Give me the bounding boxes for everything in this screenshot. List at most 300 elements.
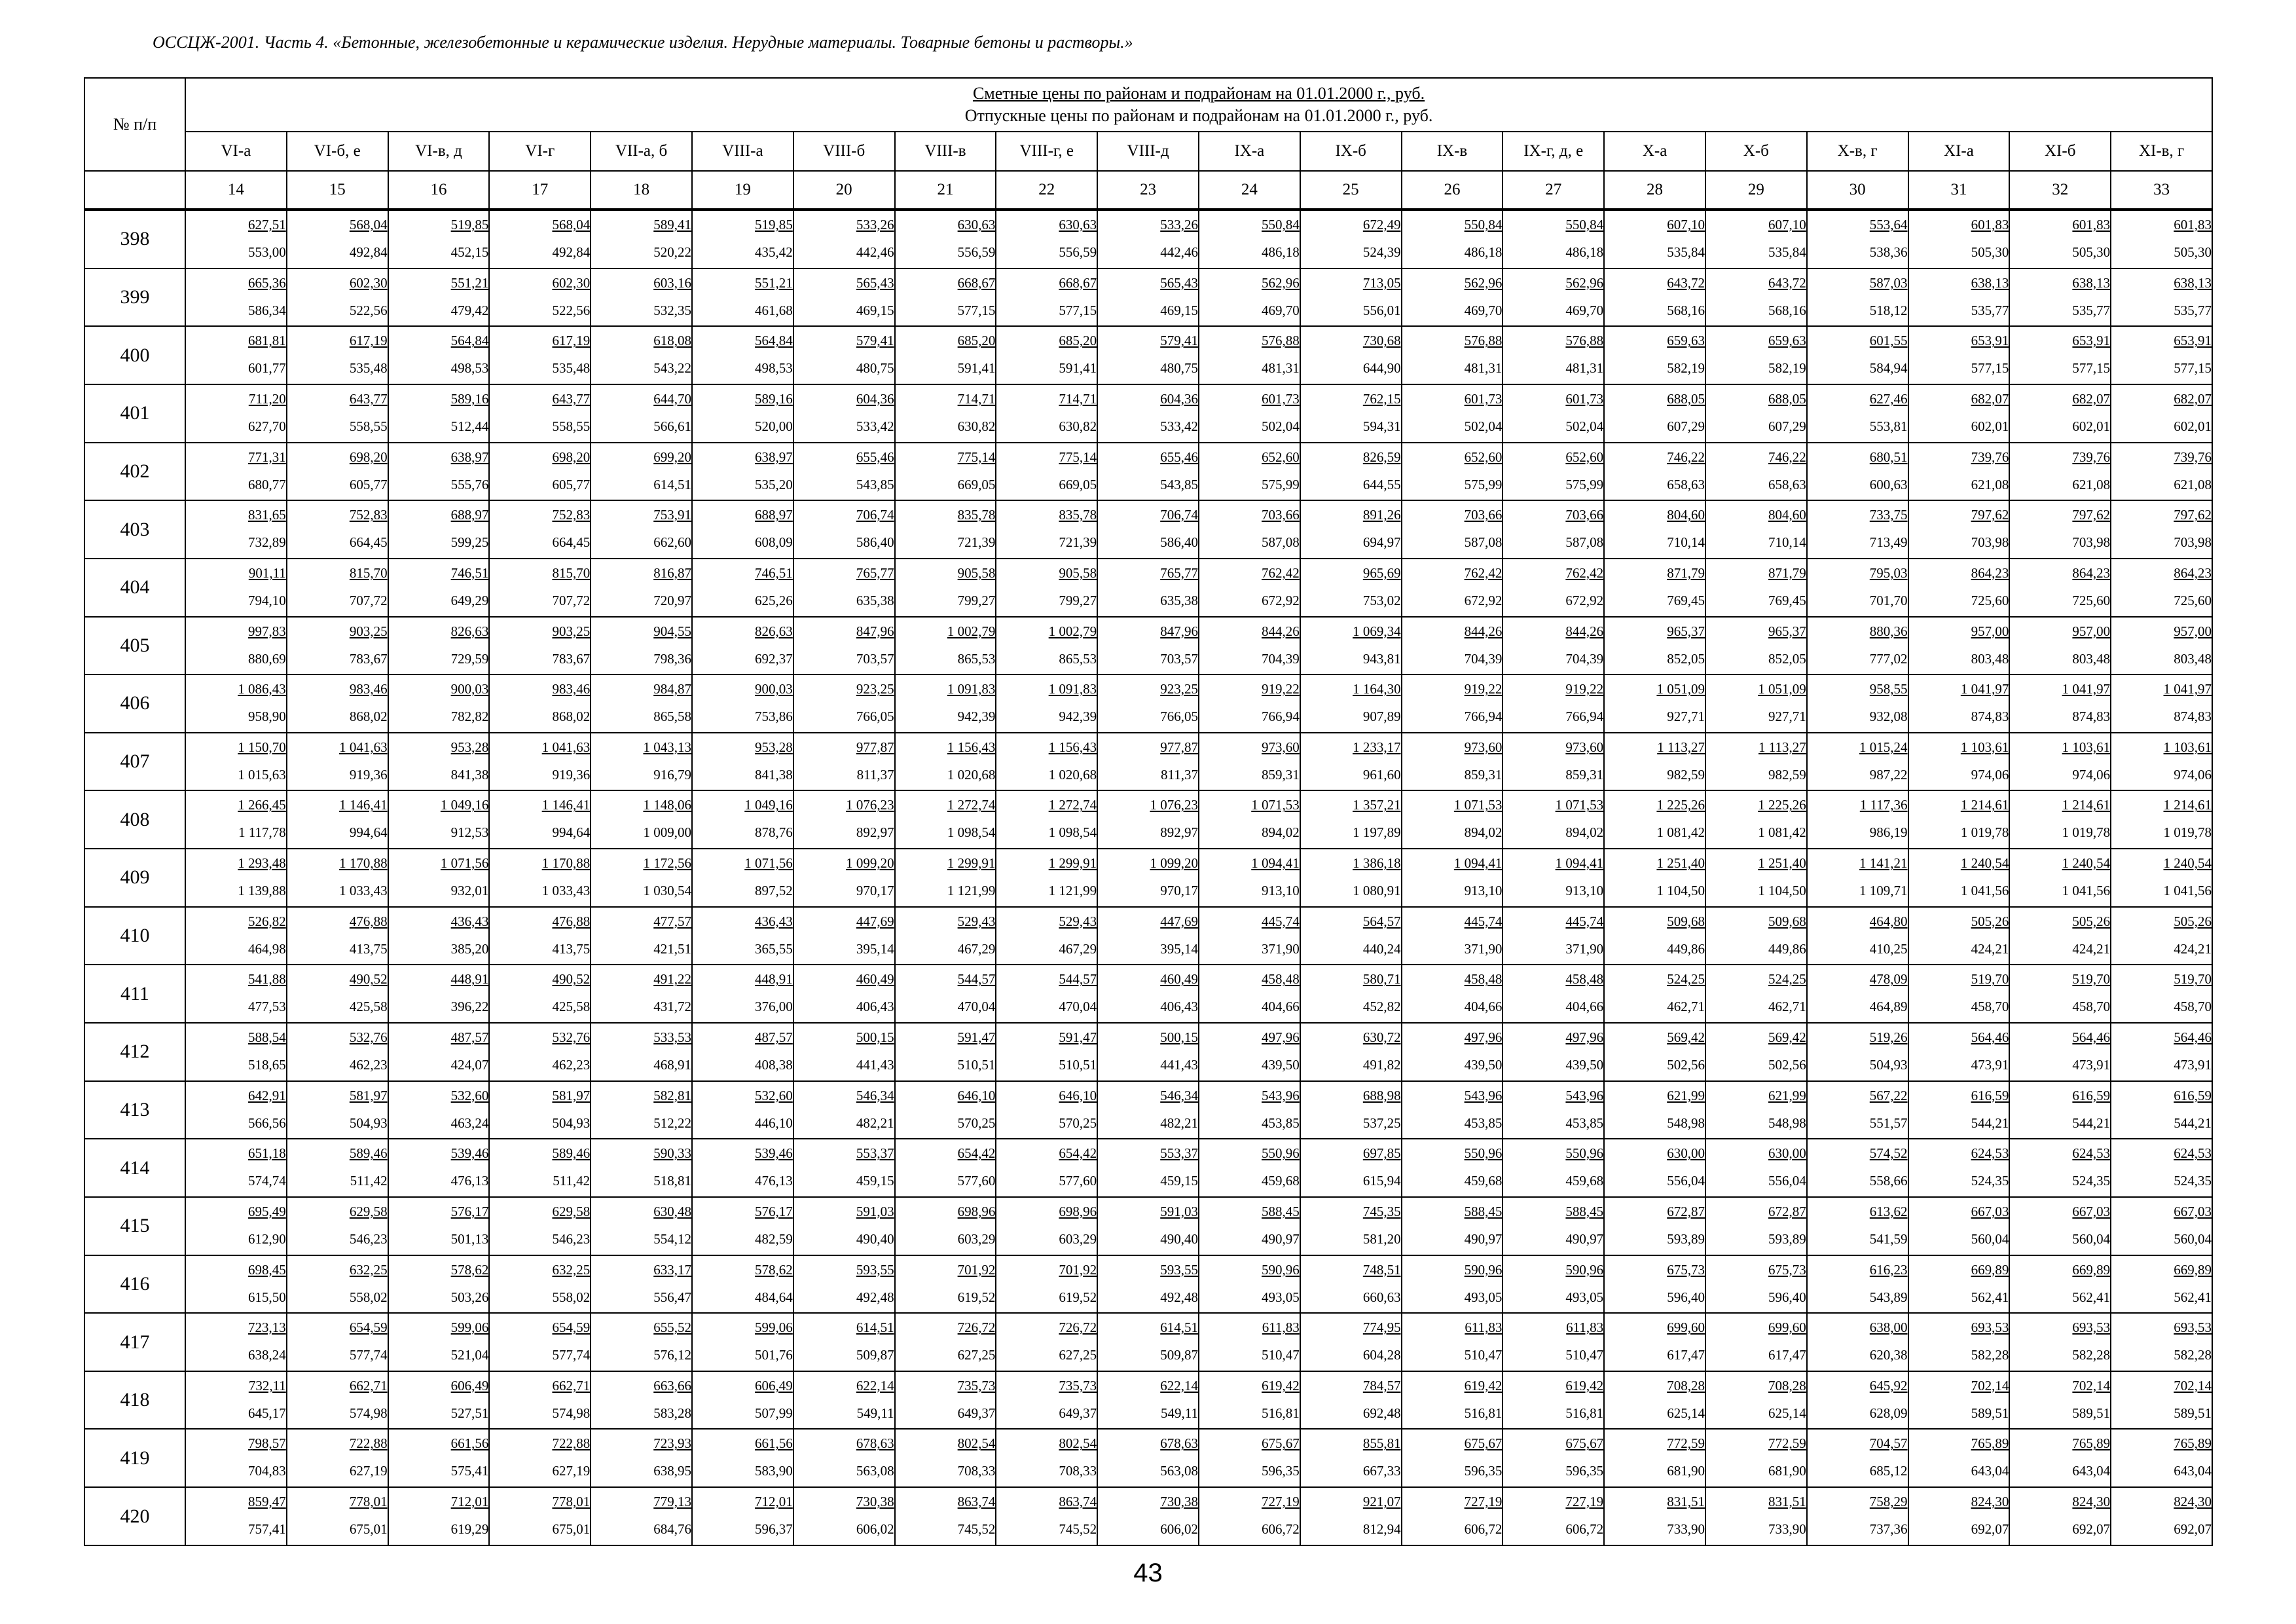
- selling-price: 574,74: [248, 1173, 286, 1189]
- estimated-price: 550,84: [1565, 217, 1604, 232]
- row-number: 417: [84, 1313, 185, 1371]
- table-row: [84, 1139, 2212, 1197]
- selling-price: 766,94: [1565, 709, 1604, 725]
- price-cell: [388, 849, 490, 907]
- price-cell: [1908, 733, 2010, 791]
- selling-price: 484,64: [755, 1289, 793, 1305]
- price-cell: [1604, 849, 1705, 907]
- price-cell: [1503, 1255, 1604, 1314]
- estimated-price: 919,22: [1565, 681, 1604, 697]
- selling-price: 502,04: [1565, 418, 1604, 434]
- estimated-price: 587,03: [1869, 274, 1908, 291]
- estimated-price: 601,73: [1464, 390, 1503, 407]
- price-cell: [1097, 1139, 1199, 1197]
- selling-price: 868,02: [349, 709, 388, 725]
- price-cell: [1705, 1487, 1807, 1545]
- selling-price: 694,97: [1362, 534, 1401, 551]
- selling-price: 491,82: [1362, 1057, 1401, 1073]
- price-cell: [2009, 965, 2111, 1023]
- selling-price: 502,04: [1464, 418, 1503, 434]
- selling-price: 606,72: [1565, 1521, 1604, 1538]
- selling-price: 932,08: [1869, 709, 1908, 725]
- price-cell: [692, 1139, 793, 1197]
- selling-price: 462,23: [349, 1057, 388, 1073]
- price-cell: [1097, 443, 1199, 501]
- price-cell: [895, 443, 996, 501]
- selling-price: 492,84: [349, 244, 388, 260]
- price-cell: [185, 268, 287, 327]
- selling-price: 518,12: [1869, 302, 1908, 318]
- district-header: VII-а, б: [591, 132, 692, 171]
- price-cell: [1300, 210, 1402, 268]
- price-cell: [793, 384, 895, 443]
- estimated-price: 619,42: [1464, 1377, 1503, 1393]
- selling-price: 798,36: [653, 650, 691, 667]
- estimated-price: 847,96: [1160, 623, 1198, 639]
- district-header: VIII-д: [1097, 132, 1199, 171]
- estimated-price: 762,42: [1464, 564, 1503, 581]
- selling-price: 603,29: [1059, 1230, 1097, 1247]
- row-number: 413: [84, 1081, 185, 1139]
- price-cell: [185, 1255, 287, 1314]
- estimated-price: 569,42: [1667, 1029, 1705, 1045]
- selling-price: 376,00: [755, 999, 793, 1015]
- estimated-price: 723,93: [653, 1435, 691, 1452]
- price-cell: [2111, 1429, 2212, 1487]
- price-cell: [1199, 790, 1300, 849]
- estimated-price: 579,41: [856, 333, 894, 349]
- estimated-price: 1 094,41: [1251, 855, 1300, 872]
- price-cell: [1097, 1313, 1199, 1371]
- table-row: [84, 790, 2212, 849]
- price-cell: [287, 733, 388, 791]
- price-cell: [1807, 1313, 1908, 1371]
- column-number: 19: [692, 171, 793, 210]
- selling-price: 490,40: [856, 1230, 894, 1247]
- price-cell: [1503, 617, 1604, 675]
- price-cell: [1807, 210, 1908, 268]
- selling-price: 503,26: [450, 1289, 489, 1305]
- district-header: VI-г: [489, 132, 591, 171]
- price-cell: [1908, 500, 2010, 559]
- selling-price: 868,02: [552, 709, 591, 725]
- selling-price: 913,10: [1464, 883, 1503, 899]
- price-cell: [1300, 384, 1402, 443]
- estimated-price: 602,30: [552, 274, 591, 291]
- selling-price: 509,87: [1160, 1347, 1198, 1363]
- price-cell: [1503, 733, 1604, 791]
- selling-price: 865,58: [653, 709, 691, 725]
- estimated-price: 616,59: [2072, 1087, 2111, 1103]
- selling-price: 583,90: [755, 1463, 793, 1479]
- price-cell: [591, 849, 692, 907]
- estimated-price: 621,99: [1768, 1087, 1806, 1103]
- selling-price: 566,61: [653, 418, 691, 434]
- price-cell: [1908, 1371, 2010, 1430]
- estimated-price: 774,95: [1362, 1320, 1401, 1336]
- estimated-price: 630,00: [1667, 1145, 1705, 1162]
- estimated-price: 706,74: [856, 507, 894, 523]
- selling-price: 907,89: [1362, 709, 1401, 725]
- selling-price: 782,82: [450, 709, 489, 725]
- estimated-price: 1 069,34: [1353, 623, 1401, 639]
- estimated-price: 1 002,79: [947, 623, 996, 639]
- estimated-price: 550,96: [1565, 1145, 1604, 1162]
- estimated-price: 698,20: [552, 449, 591, 465]
- selling-price: 974,06: [1971, 766, 2009, 783]
- estimated-price: 436,43: [450, 913, 489, 929]
- district-header: XI-б: [2009, 132, 2111, 171]
- price-cell: [1908, 1313, 2010, 1371]
- price-cell: [287, 1487, 388, 1545]
- price-cell: [591, 384, 692, 443]
- price-cell: [1199, 849, 1300, 907]
- estimated-price: 685,20: [1059, 333, 1097, 349]
- price-cell: [1705, 1255, 1807, 1314]
- estimated-price: 680,51: [1869, 449, 1908, 465]
- price-cell: [489, 733, 591, 791]
- estimated-price: 804,60: [1667, 507, 1705, 523]
- estimated-price: 693,53: [2072, 1320, 2111, 1336]
- price-cell: [2009, 384, 2111, 443]
- selling-price: 753,02: [1362, 592, 1401, 608]
- selling-price: 543,85: [1160, 476, 1198, 492]
- selling-price: 1 041,56: [1960, 883, 2009, 899]
- price-cell: [1807, 907, 1908, 965]
- price-cell: [1097, 617, 1199, 675]
- price-cell: [2009, 326, 2111, 384]
- price-table: [84, 77, 2213, 1546]
- estimated-price: 436,43: [755, 913, 793, 929]
- price-cell: [1199, 907, 1300, 965]
- selling-price: 591,41: [957, 360, 996, 377]
- price-cell: [996, 1313, 1097, 1371]
- estimated-price: 653,91: [1971, 333, 2009, 349]
- estimated-price: 688,05: [1667, 390, 1705, 407]
- selling-price: 476,13: [450, 1173, 489, 1189]
- price-cell: [1908, 907, 2010, 965]
- district-header: VI-а: [185, 132, 287, 171]
- selling-price: 518,65: [248, 1057, 286, 1073]
- selling-price: 660,63: [1362, 1289, 1401, 1305]
- estimated-price: 543,96: [1565, 1087, 1604, 1103]
- estimated-price: 685,20: [957, 333, 996, 349]
- district-header: X-а: [1604, 132, 1705, 171]
- estimated-price: 1 272,74: [1048, 797, 1097, 813]
- selling-price: 1 030,54: [643, 883, 691, 899]
- estimated-price: 871,79: [1667, 564, 1705, 581]
- selling-price: 608,09: [755, 534, 793, 551]
- estimated-price: 593,55: [1160, 1261, 1198, 1278]
- estimated-price: 667,03: [1971, 1203, 2009, 1219]
- estimated-price: 958,55: [1869, 681, 1908, 697]
- selling-price: 477,53: [248, 999, 286, 1015]
- estimated-price: 460,49: [856, 971, 894, 987]
- selling-price: 607,29: [1667, 418, 1705, 434]
- selling-price: 562,41: [2174, 1289, 2212, 1305]
- selling-price: 766,05: [856, 709, 894, 725]
- price-cell: [1503, 268, 1604, 327]
- selling-price: 408,38: [755, 1057, 793, 1073]
- estimated-price: 798,57: [248, 1435, 286, 1452]
- selling-price: 593,89: [1768, 1230, 1806, 1247]
- price-cell: [793, 1197, 895, 1255]
- price-cell: [692, 733, 793, 791]
- price-cell: [185, 907, 287, 965]
- estimated-price: 578,62: [450, 1261, 489, 1278]
- selling-price: 481,31: [1565, 360, 1604, 377]
- estimated-price: 606,49: [450, 1377, 489, 1393]
- selling-price: 625,14: [1768, 1405, 1806, 1421]
- estimated-price: 632,25: [552, 1261, 591, 1278]
- price-cell: [1097, 1023, 1199, 1081]
- estimated-price: 464,80: [1869, 913, 1908, 929]
- selling-price: 555,76: [450, 476, 489, 492]
- estimated-price: 565,43: [1160, 274, 1198, 291]
- price-cell: [1503, 500, 1604, 559]
- price-cell: [1097, 674, 1199, 733]
- price-cell: [591, 1255, 692, 1314]
- selling-price: 492,48: [856, 1289, 894, 1305]
- price-cell: [1705, 500, 1807, 559]
- price-cell: [996, 268, 1097, 327]
- selling-price: 803,48: [2174, 650, 2212, 667]
- estimated-price: 1 041,63: [541, 739, 591, 755]
- estimated-price: 619,42: [1262, 1377, 1300, 1393]
- price-cell: [1097, 1371, 1199, 1430]
- estimated-price: 460,49: [1160, 971, 1198, 987]
- estimated-price: 601,73: [1565, 390, 1604, 407]
- selling-price: 703,98: [2072, 534, 2111, 551]
- estimated-price: 688,97: [450, 507, 489, 523]
- estimated-price: 500,15: [1160, 1029, 1198, 1045]
- selling-price: 425,58: [349, 999, 388, 1015]
- selling-price: 586,40: [856, 534, 894, 551]
- column-number: 22: [996, 171, 1097, 210]
- price-cell: [388, 1371, 490, 1430]
- estimated-price: 588,45: [1464, 1203, 1503, 1219]
- table-row: [84, 559, 2212, 617]
- district-header: VIII-г, е: [996, 132, 1097, 171]
- price-cell: [1097, 907, 1199, 965]
- estimated-price: 919,22: [1464, 681, 1503, 697]
- price-cell: [1705, 210, 1807, 268]
- price-cell: [996, 1139, 1097, 1197]
- selling-price: 1 081,42: [1656, 824, 1705, 841]
- column-number: 30: [1807, 171, 1908, 210]
- price-cell: [2111, 965, 2212, 1023]
- estimated-price: 697,85: [1362, 1145, 1401, 1162]
- selling-price: 604,28: [1362, 1347, 1401, 1363]
- selling-price: 406,43: [856, 999, 894, 1015]
- selling-price: 535,77: [2174, 302, 2212, 318]
- price-cell: [489, 1197, 591, 1255]
- selling-price: 479,42: [450, 302, 489, 318]
- price-cell: [692, 1023, 793, 1081]
- estimated-price: 659,63: [1768, 333, 1806, 349]
- header-row-column-numbers: [84, 171, 2212, 210]
- price-cell: [1199, 268, 1300, 327]
- estimated-price: 855,81: [1362, 1435, 1401, 1452]
- price-cell: [1705, 326, 1807, 384]
- estimated-price: 816,87: [653, 564, 691, 581]
- selling-price: 725,60: [1971, 592, 2009, 608]
- price-cell: [1807, 443, 1908, 501]
- estimated-price: 564,46: [1971, 1029, 2009, 1045]
- estimated-price: 519,26: [1869, 1029, 1908, 1045]
- estimated-price: 630,72: [1362, 1029, 1401, 1045]
- estimated-price: 529,43: [1059, 913, 1097, 929]
- price-cell: [388, 443, 490, 501]
- selling-price: 553,81: [1869, 418, 1908, 434]
- selling-price: 874,83: [1971, 709, 2009, 725]
- price-cell: [996, 1429, 1097, 1487]
- table-row: [84, 210, 2212, 268]
- price-cell: [388, 674, 490, 733]
- estimated-price: 669,89: [2174, 1261, 2212, 1278]
- price-cell: [2111, 559, 2212, 617]
- price-cell: [1807, 1023, 1908, 1081]
- estimated-price: 698,96: [957, 1203, 996, 1219]
- selling-price: 522,56: [349, 302, 388, 318]
- estimated-price: 1 214,61: [2062, 797, 2111, 813]
- selling-price: 1 019,78: [2163, 824, 2212, 841]
- estimated-price: 1 170,88: [541, 855, 591, 872]
- price-cell: [287, 849, 388, 907]
- price-cell: [591, 733, 692, 791]
- price-cell: [1807, 733, 1908, 791]
- selling-price: 458,70: [2174, 999, 2212, 1015]
- estimated-price: 652,60: [1464, 449, 1503, 465]
- selling-price: 596,40: [1667, 1289, 1705, 1305]
- selling-price: 425,58: [552, 999, 591, 1015]
- price-cell: [489, 500, 591, 559]
- selling-price: 675,01: [552, 1521, 591, 1538]
- selling-price: 560,04: [1971, 1230, 2009, 1247]
- estimated-price: 675,73: [1667, 1261, 1705, 1278]
- estimated-price: 589,46: [552, 1145, 591, 1162]
- price-cell: [388, 384, 490, 443]
- estimated-price: 1 094,41: [1453, 855, 1503, 872]
- estimated-price: 532,76: [552, 1029, 591, 1045]
- price-cell: [1705, 1371, 1807, 1430]
- selling-price: 692,37: [755, 650, 793, 667]
- selling-price: 441,43: [856, 1057, 894, 1073]
- selling-price: 638,24: [248, 1347, 286, 1363]
- price-cell: [388, 907, 490, 965]
- selling-price: 625,14: [1667, 1405, 1705, 1421]
- price-cell: [489, 1429, 591, 1487]
- price-cell: [1807, 500, 1908, 559]
- estimated-price: 476,88: [552, 913, 591, 929]
- price-cell: [591, 965, 692, 1023]
- selling-price: 467,29: [1059, 940, 1097, 957]
- price-cell: [489, 1081, 591, 1139]
- selling-price: 413,75: [552, 940, 591, 957]
- price-cell: [1705, 559, 1807, 617]
- selling-price: 669,05: [957, 476, 996, 492]
- estimated-price: 695,49: [248, 1203, 286, 1219]
- price-cell: [996, 733, 1097, 791]
- selling-price: 878,76: [755, 824, 793, 841]
- estimated-price: 1 113,27: [1758, 739, 1806, 755]
- selling-price: 621,08: [2072, 476, 2111, 492]
- selling-price: 994,64: [552, 824, 591, 841]
- estimated-price: 1 091,83: [1048, 681, 1097, 697]
- estimated-price: 983,46: [552, 681, 591, 697]
- estimated-price: 797,62: [2174, 507, 2212, 523]
- estimated-price: 659,63: [1667, 333, 1705, 349]
- selling-price: 943,81: [1362, 650, 1401, 667]
- estimated-price: 1 251,40: [1758, 855, 1806, 872]
- header-row-title: [84, 78, 2212, 132]
- selling-price: 1 019,78: [1960, 824, 2009, 841]
- selling-price: 490,97: [1262, 1230, 1300, 1247]
- price-cell: [1402, 559, 1503, 617]
- price-cell: [2009, 617, 2111, 675]
- price-cell: [1705, 1023, 1807, 1081]
- selling-price: 913,10: [1565, 883, 1604, 899]
- price-cell: [1199, 1313, 1300, 1371]
- estimated-price: 643,77: [552, 390, 591, 407]
- row-number: 418: [84, 1371, 185, 1430]
- estimated-price: 539,46: [755, 1145, 793, 1162]
- estimated-price: 708,28: [1768, 1377, 1806, 1393]
- district-header: X-в, г: [1807, 132, 1908, 171]
- estimated-price: 901,11: [248, 564, 286, 581]
- price-cell: [1503, 1371, 1604, 1430]
- selling-price: 469,70: [1464, 302, 1503, 318]
- price-cell: [692, 617, 793, 675]
- estimated-price: 665,36: [248, 274, 286, 291]
- estimated-price: 662,71: [349, 1377, 388, 1393]
- price-cell: [591, 210, 692, 268]
- price-cell: [895, 1371, 996, 1430]
- selling-price: 707,72: [349, 592, 388, 608]
- estimated-price: 675,67: [1464, 1435, 1503, 1452]
- selling-price: 469,15: [1160, 302, 1198, 318]
- selling-price: 556,47: [653, 1289, 691, 1305]
- estimated-price: 758,29: [1869, 1494, 1908, 1510]
- price-cell: [793, 1429, 895, 1487]
- selling-price: 606,72: [1262, 1521, 1300, 1538]
- selling-price: 799,27: [1059, 592, 1097, 608]
- selling-price: 544,21: [1971, 1115, 2009, 1131]
- estimated-price: 957,00: [2174, 623, 2212, 639]
- price-cell: [1300, 1487, 1402, 1545]
- selling-price: 603,29: [957, 1230, 996, 1247]
- estimated-price: 519,70: [2174, 971, 2212, 987]
- estimated-price: 519,85: [755, 217, 793, 232]
- estimated-price: 880,36: [1869, 623, 1908, 639]
- row-number: 402: [84, 443, 185, 501]
- selling-price: 510,51: [1059, 1057, 1097, 1073]
- selling-price: 811,37: [856, 766, 894, 783]
- price-cell: [591, 790, 692, 849]
- price-cell: [1807, 1081, 1908, 1139]
- estimated-price: 722,88: [552, 1435, 591, 1452]
- estimated-price: 863,74: [1059, 1494, 1097, 1510]
- selling-price: 638,95: [653, 1463, 691, 1479]
- selling-price: 556,59: [1059, 244, 1097, 260]
- selling-price: 544,21: [2174, 1115, 2212, 1131]
- price-cell: [1908, 1023, 2010, 1081]
- estimated-price: 730,68: [1362, 333, 1401, 349]
- price-cell: [388, 268, 490, 327]
- estimated-price: 599,06: [450, 1320, 489, 1336]
- selling-price: 469,70: [1262, 302, 1300, 318]
- price-cell: [895, 326, 996, 384]
